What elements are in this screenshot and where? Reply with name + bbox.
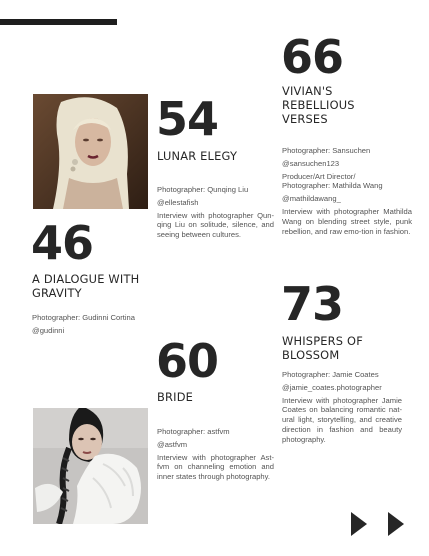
lunar-credits (157, 185, 274, 240)
article-blurb: Interview with photographer Ast-fvm on channeling emotion and inner states through photography. (157, 452, 274, 482)
vivian-credits (282, 146, 412, 236)
lunar-elegy-photo[interactable] (33, 94, 148, 209)
photographer-handle[interactable]: @gudinni (32, 325, 65, 335)
producer-handle[interactable]: @mathildawang_ (282, 194, 341, 204)
photographer-handle[interactable]: @ellestafish (157, 197, 199, 207)
title-line: A DIALOGUE WITH (32, 272, 140, 286)
title-line: BLOSSOM (282, 348, 340, 362)
producer-credit (282, 172, 412, 192)
article-number-46: 46 (31, 216, 94, 270)
photographer-handle[interactable]: @jamie_coates.photographer (282, 382, 382, 392)
article-number-54: 54 (156, 92, 219, 146)
title-line: REBELLIOUS (282, 98, 355, 112)
article-title-lunar-elegy[interactable]: LUNAR ELEGY (157, 149, 238, 163)
producer-line: Photographer: Mathilda Wang (282, 181, 383, 191)
photographer-handle[interactable]: @sansuchen123 (282, 158, 340, 168)
photographer-credit: Photographer: Jamie Coates (282, 370, 379, 379)
title-line: VERSES (282, 112, 328, 126)
producer-line: Producer/Art Director/ (282, 171, 356, 181)
portrait-image (33, 94, 148, 209)
portrait-image (33, 408, 148, 524)
play-arrow-icon[interactable] (388, 512, 404, 536)
title-line: GRAVITY (32, 286, 82, 300)
article-number-60: 60 (156, 334, 219, 388)
article-title-bride[interactable]: BRIDE (157, 390, 194, 404)
title-line: WHISPERS OF (282, 334, 363, 348)
photographer-handle[interactable]: @astfvm (157, 439, 188, 449)
article-blurb: Interview with photographer Mathilda Wang on blending street style, punk rebellion, and raw emo-tion in fashion. (282, 206, 412, 236)
play-arrow-icon[interactable] (351, 512, 367, 536)
article-blurb: Interview with photographer Qun-qing Liu on solitude, silence, and seeing between cultures. (157, 210, 274, 240)
photographer-credit: Photographer: Sansuchen (282, 146, 371, 155)
dialogue-credits (32, 313, 152, 336)
blossom-credits (282, 370, 402, 445)
article-blurb: Interview with photographer Jamie Coates on balancing romantic nat-ural light, storytelling, and creative direction in fashion and beauty photography. (282, 395, 402, 444)
bride-credits (157, 427, 274, 482)
article-number-73: 73 (281, 277, 344, 331)
article-title-dialogue[interactable] (32, 272, 139, 300)
article-title-blossom[interactable] (282, 334, 363, 362)
photographer-credit: Photographer: Qunqing Liu (157, 185, 249, 194)
article-title-vivian[interactable] (282, 84, 355, 126)
bride-photo[interactable] (33, 408, 148, 524)
article-number-66: 66 (281, 30, 344, 84)
photographer-credit: Photographer: astfvm (157, 427, 230, 436)
photographer-credit: Photographer: Gudinni Cortina (32, 313, 136, 322)
title-line: VIVIAN'S (282, 84, 333, 98)
header-rule (0, 19, 117, 25)
